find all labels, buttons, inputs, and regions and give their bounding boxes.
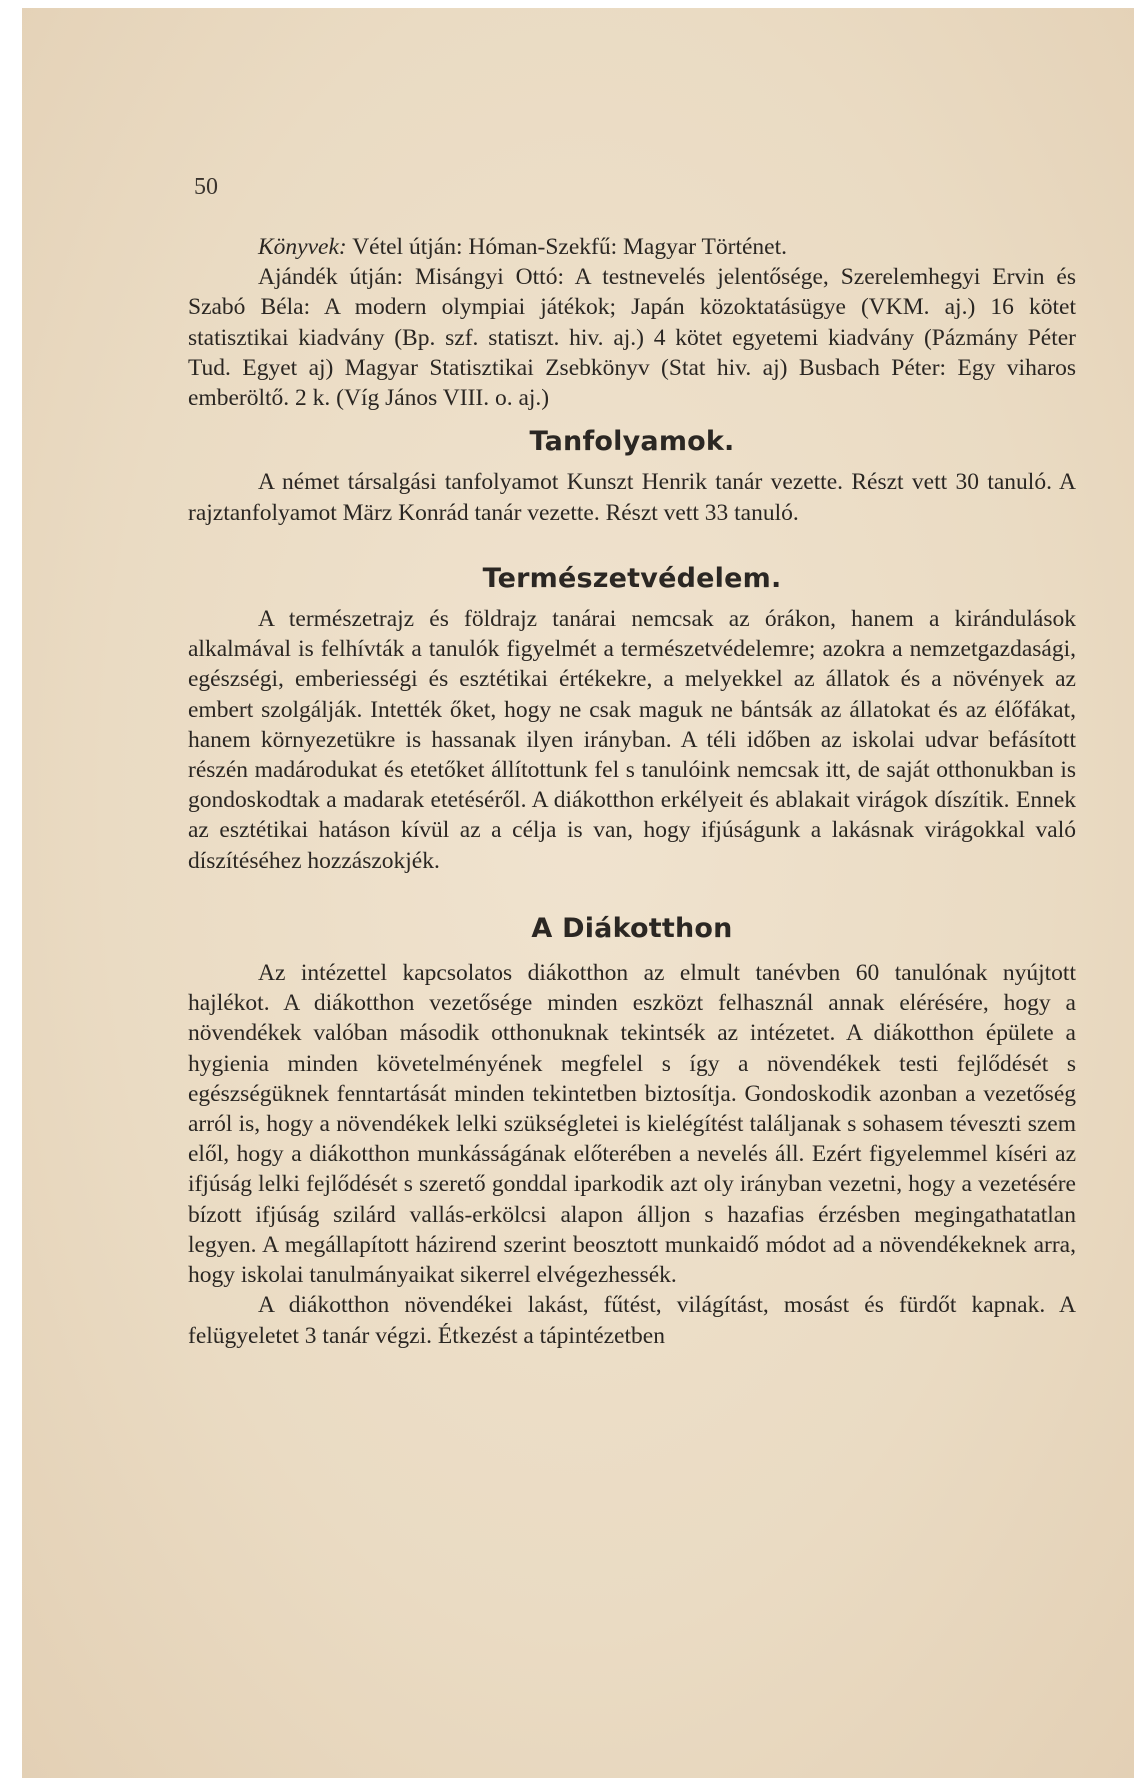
- section-title-nature-protection: Természetvédelem.: [482, 562, 782, 594]
- page-content: [188, 168, 1076, 1351]
- scanned-page: [22, 8, 1134, 1778]
- books-paragraph: [188, 232, 1076, 413]
- nature-protection-paragraph: A természetrajz és földrajz tanárai nemcsak az órákon, hanem a kirándulások alkalmával is felhívták a tanulók figyelmét a természetvédelemre; azokra a nemzetgazdasági, egészségi, emberiességi és esztétikai értékekre, a melyekkel az állatok és a növények az embert szolgálják. Intették őket, hogy ne csak maguk ne bántsák az állatokat és az élőfákat, hanem környezetükre is hassanak ilyen irányban. A téli időben az iskolai udvar befásított részén madárodukat és etetőket állítottunk fel s tanulóink nemcsak itt, de saját otthonukban is gondoskodtak a madarak etetéséről. A diákotthon erkélyeit és ablakait virágok díszítik. Ennek az esztétikai hatáson kívül az a célja is van, hogy ifjúságunk a lakásnak virágokkal való díszítéséhez hozzászokjék.: [188, 606, 1076, 874]
- dormitory-paragraph-2: A diákotthon növendékei lakást, fűtést, világítást, mosást és fürdőt kapnak. A felügyeletet 3 tanár végzi. Étkezést a tápintézetben: [188, 1292, 1076, 1349]
- page-number: 50: [194, 174, 218, 200]
- books-label: Könyvek:: [258, 234, 347, 260]
- dormitory-paragraph-1: Az intézettel kapcsolatos diákotthon az elmult tanévben 60 tanulónak nyújtott hajlékot. A diákotthon vezetősége minden eszközt felhasznál annak elérésére, hogy a növendékek valóban második otthonuknak tekintsék az intézetet. A diákotthon épülete a hygienia minden követelményének megfelel s így a növendékek testi fejlődését s egészségüknek fenntartását minden tekintetben biztosítja. Gondoskodik azonban a vezetőség arról is, hogy a növendékek lelki szükségletei is kielégítést találjanak s sohasem téveszti szem elől, hogy a diákotthon munkásságának előterében a nevelés áll. Ezért figyelemmel kíséri az ifjúság lelki fejlődését s szerető gonddal iparkodik azt oly irányban vezetni, hogy a vezetésére bízott ifjúság szilárd vallás-erkölcsi alapon álljon s hazafias érzésben megingathatatlan legyen. A megállapított házirend szerint beosztott munkaidő módot ad a növendékeknek arra, hogy iskolai tanulmányaikat sikerrel elvégezhessék.: [188, 960, 1076, 1289]
- books-purchase-text: Vétel útján: Hóman-Szekfű: Magyar Történet.: [352, 234, 788, 260]
- courses-paragraph: A német társalgási tanfolyamot Kunszt Henrik tanár vezette. Részt vett 30 tanuló. A rajztanfolyamot März Konrád tanár vezette. Részt vett 33 tanuló.: [188, 469, 1076, 526]
- section-title-dormitory: A Diákotthon: [531, 912, 733, 944]
- section-title-courses: Tanfolyamok.: [529, 426, 735, 458]
- books-line-donation: Ajándék útján: Misángyi Ottó: A testnevelés jelentősége, Szerelemhegyi Ervin és Szabó Béla: A modern olympiai játékok; Japán közoktatásügye (VKM. aj.) 16 kötet statisztikai kiadvány (Bp. szf. statiszt. hiv. aj.) 4 kötet egyetemi kiadvány (Pázmány Péter Tud. Egyet aj) Magyar Statisztikai Zsebkönyv (Stat hiv. aj) Busbach Péter: Egy viharos emberöltő. 2 k. (Víg János VIII. o. aj.): [188, 264, 1076, 412]
- books-line-purchase: [188, 232, 1076, 262]
